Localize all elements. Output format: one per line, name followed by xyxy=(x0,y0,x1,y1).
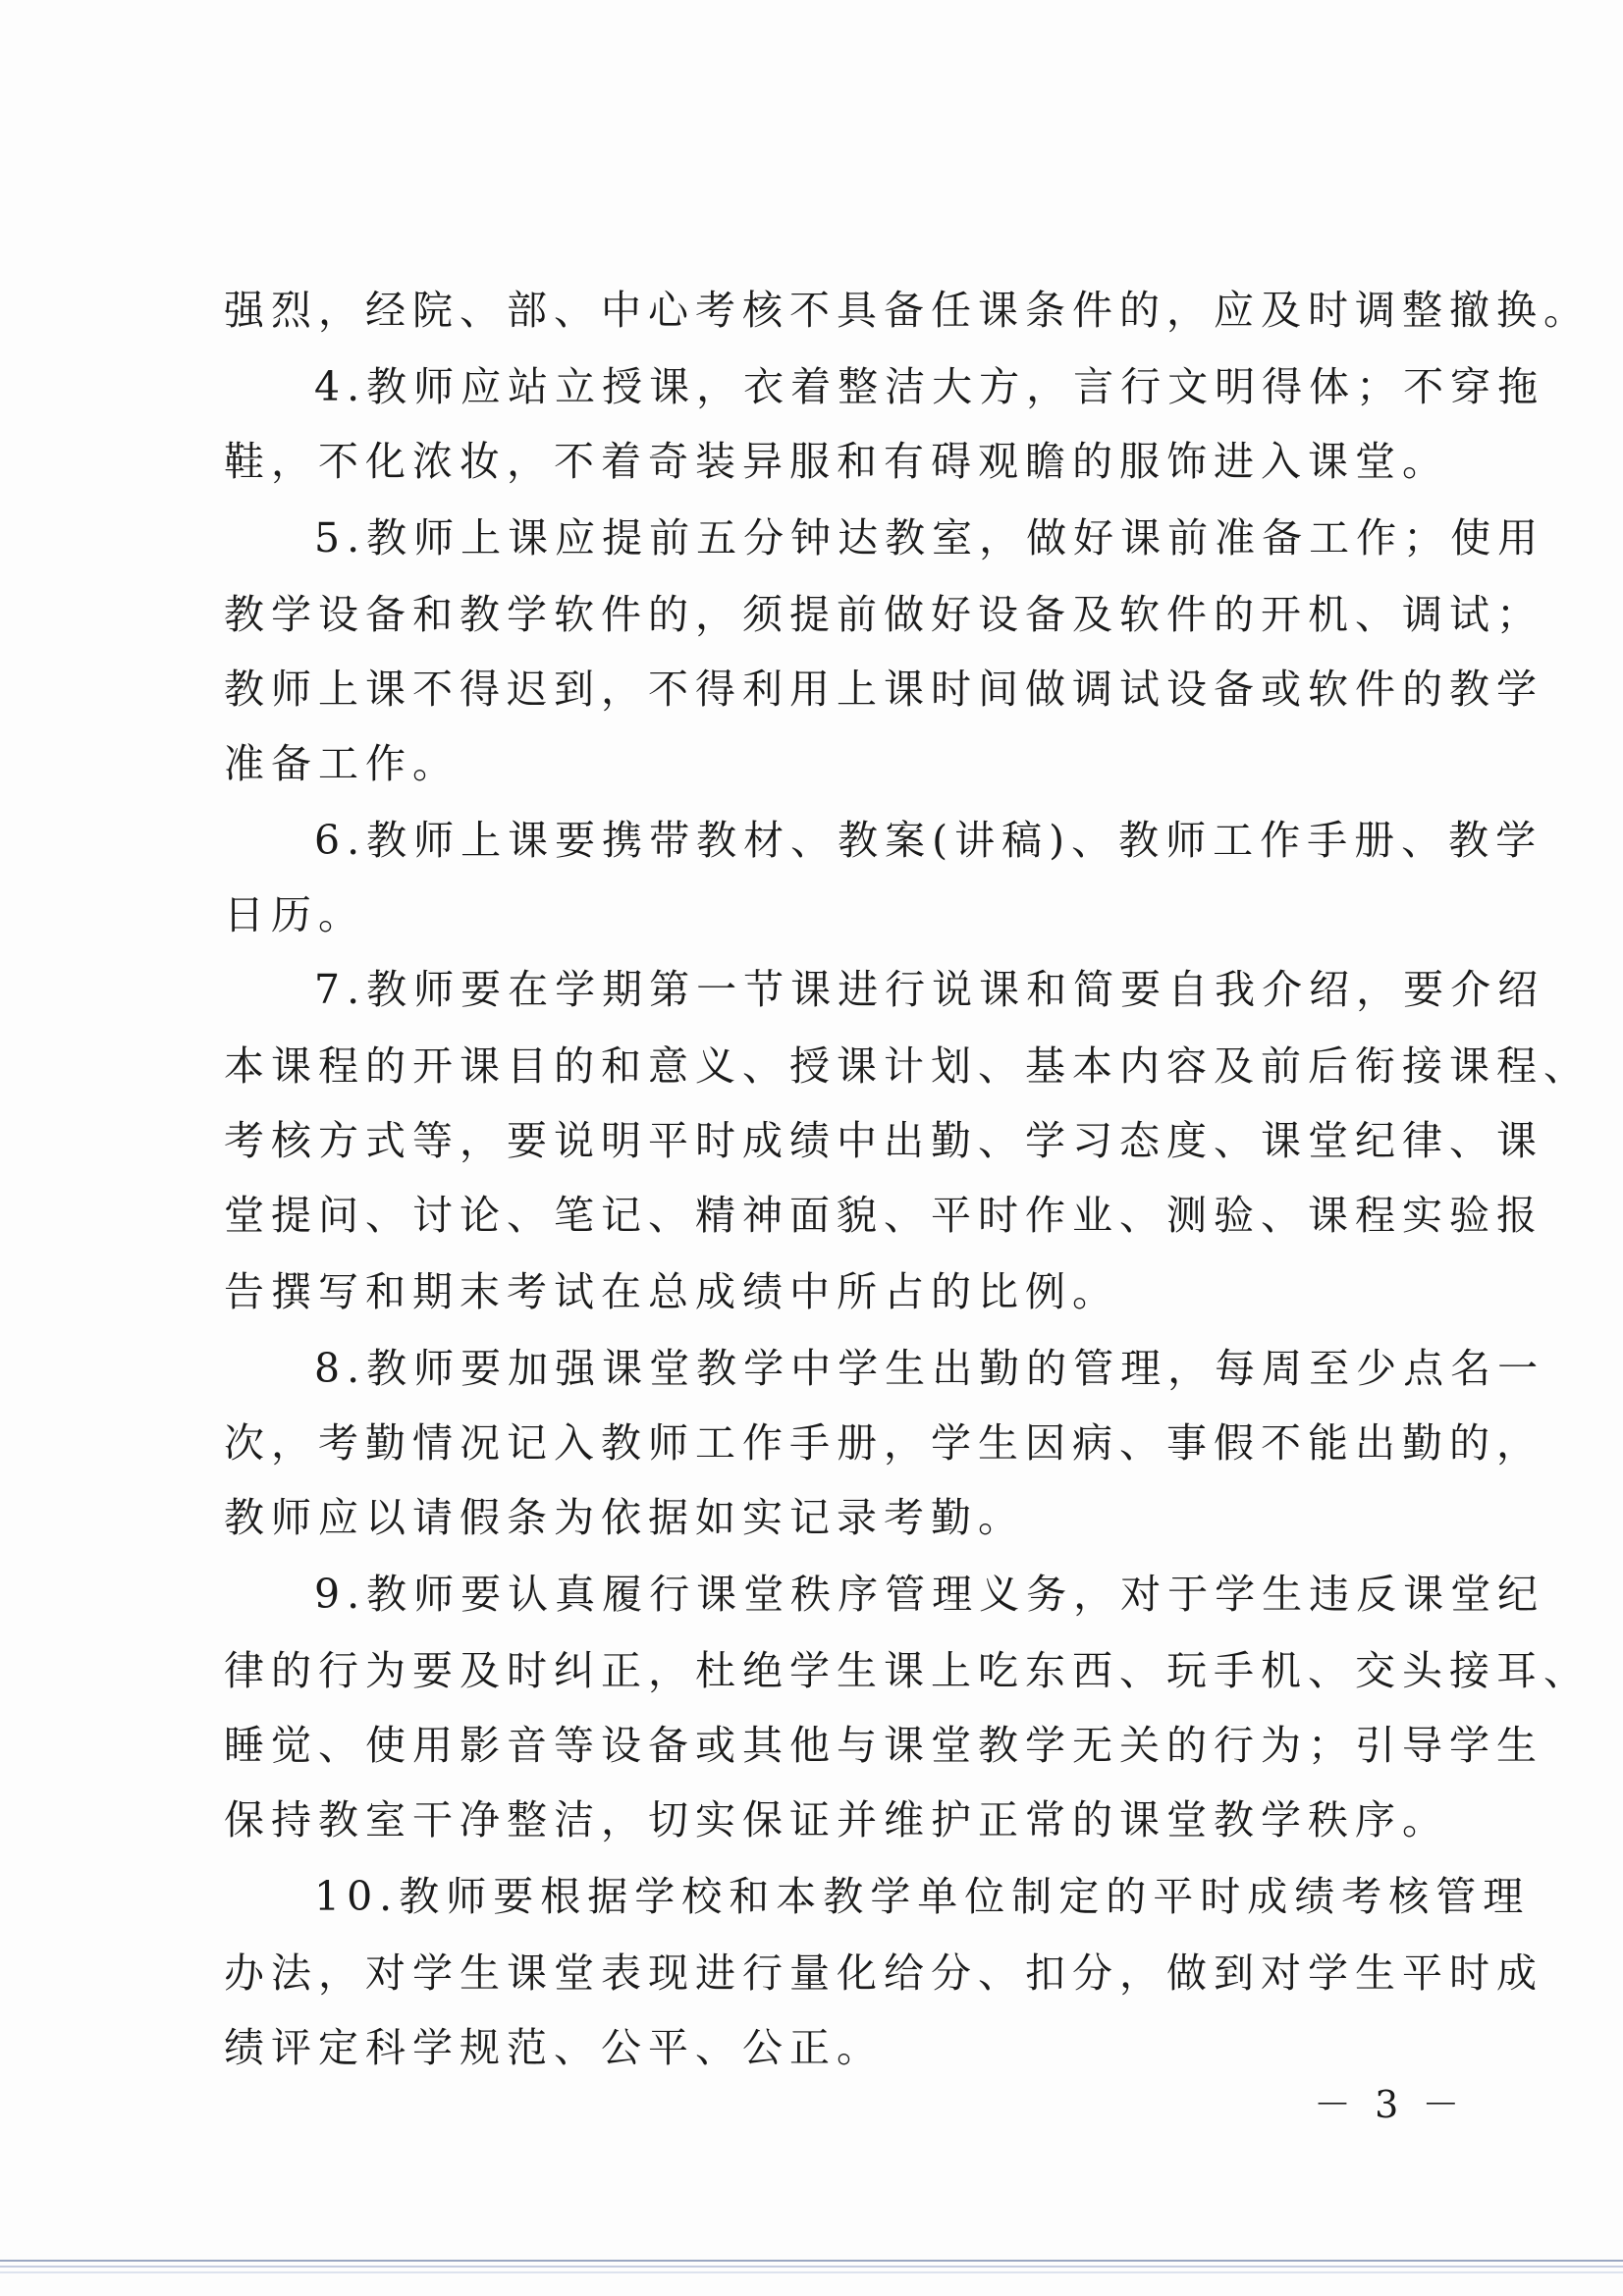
text-line: 次，考勤情况记入教师工作手册，学生因病、事假不能出勤的， xyxy=(224,1419,1543,1467)
item-8-line: 8.教师要加强课堂教学中学生出勤的管理，每周至少点名一 xyxy=(314,1345,1545,1392)
text-line: 日历。 xyxy=(224,891,365,938)
footer-rule xyxy=(0,2260,1623,2262)
item-9-line: 9.教师要认真履行课堂秩序管理义务，对于学生违反课堂纪 xyxy=(314,1571,1545,1618)
page-number: － 3 － xyxy=(1314,2083,1466,2126)
footer-rule xyxy=(0,2266,1623,2268)
text-line: 鞋，不化浓妆，不着奇装异服和有碍观瞻的服饰进入课堂。 xyxy=(224,438,1449,485)
text-line: 睡觉、使用影音等设备或其他与课堂教学无关的行为；引导学生 xyxy=(224,1722,1543,1769)
item-10-line: 10.教师要根据学校和本教学单位制定的平时成绩考核管理 xyxy=(314,1873,1531,1920)
text-line: 办法，对学生课堂表现进行量化给分、扣分，做到对学生平时成 xyxy=(224,1949,1543,1997)
text-line: 教学设备和教学软件的，须提前做好设备及软件的开机、调试； xyxy=(224,591,1543,638)
text-line: 告撰写和期末考试在总成绩中所占的比例。 xyxy=(224,1268,1119,1315)
item-6-line: 6.教师上课要携带教材、教案(讲稿)、教师工作手册、教学 xyxy=(314,817,1543,864)
text-line: 考核方式等，要说明平时成绩中出勤、学习态度、课堂纪律、课 xyxy=(224,1117,1543,1164)
item-7-line: 7.教师要在学期第一节课进行说课和简要自我介绍，要介绍 xyxy=(314,966,1545,1013)
text-line: 保持教室干净整洁，切实保证并维护正常的课堂教学秩序。 xyxy=(224,1796,1449,1843)
text-line: 教师应以请假条为依据如实记录考勤。 xyxy=(224,1494,1025,1541)
text-line: 准备工作。 xyxy=(224,740,460,787)
text-line: 律的行为要及时纠正，杜绝学生课上吃东西、玩手机、交头接耳、 xyxy=(224,1647,1591,1694)
text-line: 强烈，经院、部、中心考核不具备任课条件的，应及时调整撤换。 xyxy=(224,287,1591,334)
item-4-line: 4.教师应站立授课，衣着整洁大方，言行文明得体；不穿拖 xyxy=(314,363,1545,410)
item-5-line: 5.教师上课应提前五分钟达教室，做好课前准备工作；使用 xyxy=(314,514,1545,561)
text-line: 绩评定科学规范、公平、公正。 xyxy=(224,2024,884,2071)
footer-rule xyxy=(0,2271,1623,2273)
text-line: 本课程的开课目的和意义、授课计划、基本内容及前后衔接课程、 xyxy=(224,1042,1591,1090)
text-line: 教师上课不得迟到，不得利用上课时间做调试设备或软件的教学 xyxy=(224,666,1543,713)
text-line: 堂提问、讨论、笔记、精神面貌、平时作业、测验、课程实验报 xyxy=(224,1192,1543,1239)
